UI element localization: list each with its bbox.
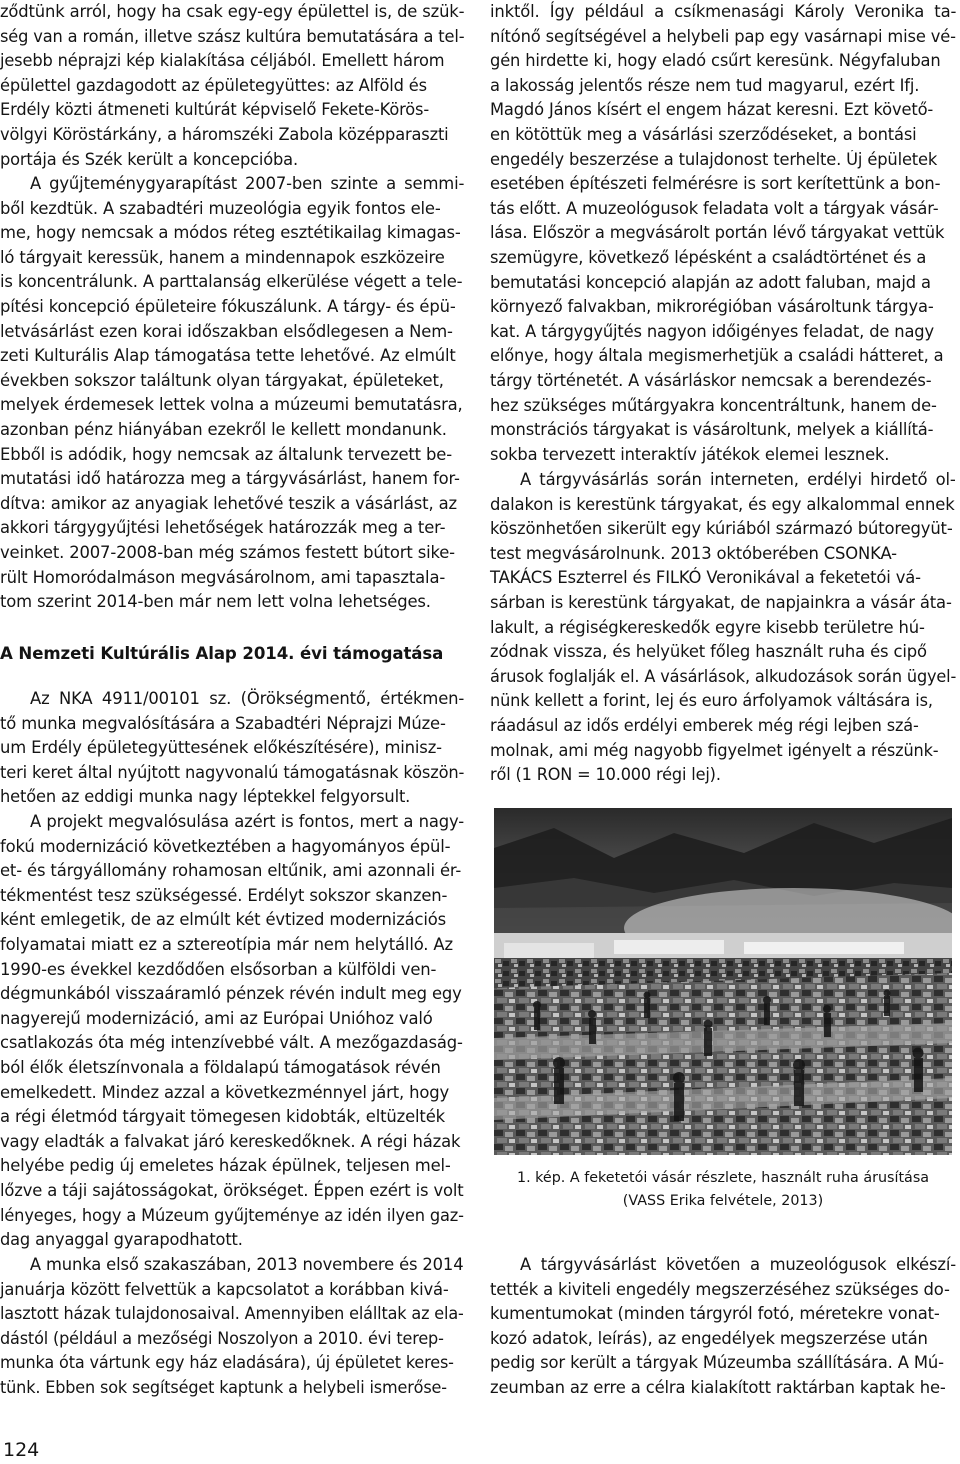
text-line: 1990-es évekkel kezdődően elsősorban a külföldi ven- xyxy=(0,959,437,979)
text-line: nagyerejű modernizáció, ami az Európai Unióhoz való xyxy=(0,1008,433,1028)
section-heading: A Nemzeti Kultúrális Alap 2014. évi támogatása xyxy=(0,644,444,663)
paragraph xyxy=(490,0,959,467)
text-line: A tárgyvásárlás során interneten, erdélyi hirdető ol- xyxy=(520,470,956,489)
text-line: folyamatai miatt ez a sztereotípia már nem helytálló. Az xyxy=(0,934,453,954)
text-line: kozó adatok, leírás), az engedélyek megszerzése után xyxy=(490,1328,928,1348)
market-photo-illustration xyxy=(494,808,952,1155)
text-line: is koncentrálunk. A parttalanság elkerülése végett a tele- xyxy=(0,272,463,292)
text-line: pedig sor került a tárgyak Múzeumba szállítására. A Mú- xyxy=(490,1353,944,1373)
text-line: ló tárgyait keressük, hanem a mindennapok eszközeire xyxy=(0,247,445,267)
text-line: dag anyaggal gyarapodhatott. xyxy=(0,1230,243,1250)
text-line: dalakon is kerestünk tárgyakat, és egy alkalommal ennek xyxy=(490,494,955,514)
text-line: fokú modernizáció következtében a hagyományos épül- xyxy=(0,836,451,856)
text-line: völgyi Köröstárkány, a háromszéki Zabola középparaszti xyxy=(0,124,449,144)
text-line: en kötöttük meg a vásárlási szerződéseket, a bontási xyxy=(490,124,917,144)
text-line: A munka első szakaszában, 2013 novembere és 2014 xyxy=(29,1255,464,1274)
text-line: me, hogy nemcsak a módos réteg esztétikailag kimagas- xyxy=(0,223,461,243)
text-line: lakult, a régiségkereskedők egyre kisebb területre hú- xyxy=(490,617,925,637)
text-line: lőzve a táji sajátosságokat, örökséget. Éppen ezért is volt xyxy=(0,1180,464,1200)
text-line: pítési koncepció épületeire fókuszálunk. A tárgy- és épü- xyxy=(0,296,456,316)
text-line: letvásárlást ezen korai időszakban elsődlegesen a Nem- xyxy=(0,321,453,341)
caption-line: (VASS Erika felvétele, 2013) xyxy=(622,1193,824,1209)
text-line: esetében építészeti felmérésre is sort kerítettünk a bon- xyxy=(490,174,941,194)
text-line: ráadásul az idős erdélyi emberek még régi lejben szá- xyxy=(490,715,919,735)
text-line: tünk. Ebben sok segítséget kaptunk a helybeli ismerőse- xyxy=(0,1377,447,1397)
text-line: ződtünk arról, hogy ha csak egy-egy épülettel is, de szük- xyxy=(0,2,465,21)
text-line: ként emlegetik, de az elmúlt két évtized modernizációs xyxy=(0,910,447,930)
paragraph xyxy=(0,810,469,1253)
text-line: gén hirdette ki, hogy eladó csűrt keresünk. Négyfaluban xyxy=(490,51,941,71)
text-line: ból élők életszínvonala a földalapú támogatások révén xyxy=(0,1057,441,1077)
text-line: Erdély közti átmeneti kultúrát képviselő Fekete-Körös- xyxy=(0,100,430,120)
text-line: lasztott házak tulajdonosaival. Amennyiben elálltak az ela- xyxy=(0,1304,464,1324)
paragraph xyxy=(490,1253,956,1401)
text-line: engedély beszerzése a tulajdonost terhelte. Új épületek xyxy=(490,149,938,169)
paragraph xyxy=(0,0,469,172)
text-line: A projekt megvalósulása azért is fontos, mert a nagy- xyxy=(30,812,465,831)
text-line: nünk kellett a forint, lej és euro árfolyamok váltására is, xyxy=(490,691,933,711)
text-line: nítónő segítségével a helybeli pap egy vasárnapi mise vé- xyxy=(490,26,956,46)
text-line: lényeges, hogy a Múzeum gyűjteménye az idén ilyen gaz- xyxy=(0,1205,464,1225)
text-line: azonban pénz hiányában ezekről le kellett mondanunk. xyxy=(0,419,447,439)
text-line: bemutatási koncepció alapján az adott faluban, majd a xyxy=(490,272,931,292)
text-line: tárgy történetét. A vásárláskor nemcsak a berendezés- xyxy=(490,370,932,390)
text-line: vagy eladták a falvakat járó kereskedőknek. A régi házak xyxy=(0,1131,461,1151)
paragraph xyxy=(0,1253,474,1401)
text-line: környező falvakban, mikrorégióban vásároltunk tárgya- xyxy=(490,297,934,317)
text-line: években sokszor találtunk olyan tárgyakat, épületeket, xyxy=(0,370,444,390)
text-line: um Erdély épületegyüttesének előkészítésére), minisz- xyxy=(0,738,442,758)
text-line: a régi életmód tárgyait tömegesen kidobták, eltüzelték xyxy=(0,1107,445,1127)
text-line: A gyűjteménygyarapítást 2007-ben szinte a semmi- xyxy=(30,174,465,193)
text-line: munka óta vártunk egy ház eladására), új épületet keres- xyxy=(0,1353,454,1373)
text-line: köszönhetően sikerült egy kúriából származó bútoregyüt- xyxy=(490,519,953,539)
text-line: tő munka megvalósítására a Szabadtéri Néprajzi Múze- xyxy=(0,713,446,733)
paragraph xyxy=(0,687,468,810)
text-line: kat. A tárgygyűjtés nagyon időigényes feladat, de nagy xyxy=(490,321,935,341)
page-number: 124 xyxy=(3,1439,40,1461)
text-line: molnak, ami még nagyobb figyelmet igényelt a részünk- xyxy=(490,740,939,760)
text-line: mutatási idő határozza meg a tárgyvásárlást, hanem for- xyxy=(0,469,460,489)
paragraph xyxy=(490,468,960,788)
text-line: kumentumokat (minden tárgyról fotó, méretekre vonat- xyxy=(490,1304,940,1324)
text-line: veinket. 2007-2008-ban még számos festett bútort sike- xyxy=(0,542,455,562)
text-line: lása. Először a megvásárolt portán lévő tárgyakat vettük xyxy=(490,223,945,243)
text-line: dégmunkából visszaáramló pénzek révén indult meg egy xyxy=(0,984,462,1004)
text-line: a lakosság jelentős része nem tud magyarul, ezért Ifj. xyxy=(490,75,920,95)
text-line: dítva: amikor az anyagiak lehetővé teszik a vásárlást, az xyxy=(0,493,457,513)
text-line: TAKÁCS Eszterrel és FILKÓ Veronikával a feketetói vá- xyxy=(490,568,921,588)
text-line: test megvásárolnunk. 2013 októberében CSONKA- xyxy=(490,543,897,563)
text-line: melyek érdemesek lettek volna a múzeumi bemutatásra, xyxy=(0,395,463,415)
text-line: sokba tervezett interaktív játékok elemei lesznek. xyxy=(490,444,890,464)
text-line: januárja között felvettük a kapcsolatot a korábban kivá- xyxy=(0,1279,449,1299)
text-line: akkori tárgygyűjtési lehetőségek határozzák meg a ter- xyxy=(0,518,446,538)
text-line: ről (1 RON = 10.000 régi lej). xyxy=(490,765,721,785)
text-line: monstrációs tárgyakat is vásároltunk, melyek a kiállítá- xyxy=(490,420,934,440)
text-line: jesebb néprajzi kép kialakítása céljából. Emellett három xyxy=(0,51,445,71)
text-line: hetően az eddigi munka nagy léptekkel felgyorsult. xyxy=(0,787,411,807)
text-line: zeumban az erre a célra kialakított raktárban kaptak he- xyxy=(490,1377,946,1397)
text-line: csatlakozás óta még intenzívebbé vált. A mezőgazdaság- xyxy=(0,1033,463,1053)
text-line: tékmentést tesz szükségessé. Erdélyt sokszor skanzen- xyxy=(0,885,448,905)
text-line: ből kezdtük. A szabadtéri muzeológia egyik fontos ele- xyxy=(0,198,441,218)
text-line: zeti Kulturális Alap támogatása tette lehetővé. Az elmúlt xyxy=(0,346,456,366)
text-line: épülettel gazdagodott az épületegyüttes: az Alföld és xyxy=(0,75,427,95)
text-line: Magdó János kísért el engem házat keresni. Ezt követő- xyxy=(490,100,934,120)
text-line: Ebből is adódik, hogy nemcsak az általunk tervezett be- xyxy=(0,444,452,464)
text-line: A tárgyvásárlást követően a muzeológusok elkészí- xyxy=(520,1255,957,1274)
text-line: szemügyre, következő lépésként a családtörténet és a xyxy=(490,247,927,267)
text-line: előnye, hogy általa megismerhetjük a családi hátteret, a xyxy=(490,346,944,366)
paragraph xyxy=(0,172,464,615)
text-line: helyébe pedig új emeletes házak épülnek, teljesen mel- xyxy=(0,1156,451,1176)
text-line: tették a kiviteli engedély megszerzéséhez szükséges do- xyxy=(490,1279,950,1299)
text-line: inktől. Így például a csíkmenasági Károly Veronika ta- xyxy=(490,2,957,21)
text-line: hez szükséges műtárgyakra koncentráltunk, hanem de- xyxy=(490,395,937,415)
text-line: zódnak vissza, és helyüket főleg használt ruha és cipő xyxy=(490,642,927,662)
text-line: dástól (például a mezőségi Noszolyon a 2010. évi terep- xyxy=(0,1328,444,1348)
text-line: teri keret által nyújtott nagyvonalú támogatásnak köszön- xyxy=(0,762,465,782)
text-line: tom szerint 2014-ben már nem lett volna lehetséges. xyxy=(0,592,431,612)
text-line: ség van a román, illetve szász kultúra bemutatására a tel- xyxy=(0,26,465,46)
text-line: Az NKA 4911/00101 sz. (Örökségmentő, értékmen- xyxy=(30,689,465,708)
text-line: árusok foglalják el. A vásárlások, alkudozások során ügyel- xyxy=(490,666,957,686)
market-photo xyxy=(494,808,952,1155)
text-line: tás előtt. A muzeológusok feladata volt a tárgyak vásár- xyxy=(490,198,939,218)
caption-line: 1. kép. A feketetói vásár részlete, használt ruha árusítása xyxy=(516,1170,930,1186)
text-line: rült Homoródalmáson megvásárolnom, ami tapasztala- xyxy=(0,567,446,587)
text-line: et- és tárgyállomány rohamosan eltűnik, ami azonnali ér- xyxy=(0,861,462,881)
text-line: portája és Szék került a koncepcióba. xyxy=(0,149,298,169)
text-line: emelkedett. Mindez azzal a következménnyel járt, hogy xyxy=(0,1082,450,1102)
figure-caption xyxy=(490,1167,956,1213)
text-line: sárban is kerestünk tárgyakat, de napjainkra a vásár áta- xyxy=(490,592,952,612)
